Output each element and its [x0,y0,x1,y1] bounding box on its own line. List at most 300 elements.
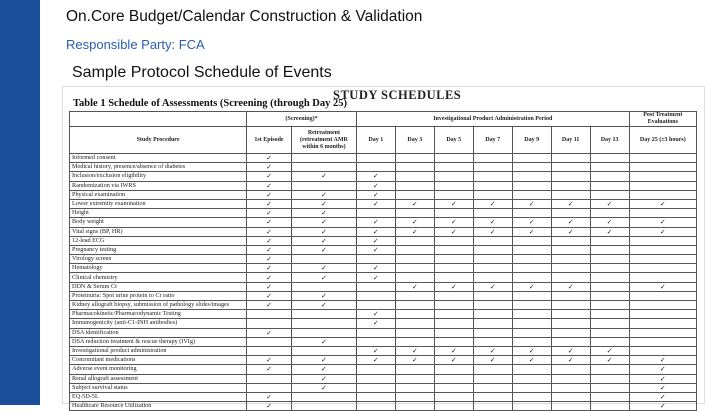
checkmark-cell [356,374,395,383]
checkmark-cell [395,190,434,199]
checkmark-cell: ✓ [247,291,292,300]
checkmark-cell [590,154,629,163]
checkmark-cell [590,190,629,199]
checkmark-cell [291,255,356,264]
checkmark-cell [395,301,434,310]
checkmark-cell: ✓ [356,356,395,365]
checkmark-cell [291,402,356,411]
table-row [70,291,697,300]
checkmark-cell [551,374,590,383]
checkmark-cell [629,346,696,355]
checkmark-cell [512,319,551,328]
procedure-cell: Inclusion/exclusion eligibility [70,172,247,181]
procedure-cell: Lower extremity examination [70,199,247,208]
checkmark-cell [473,374,512,383]
checkmark-cell [629,319,696,328]
checkmark-cell: ✓ [291,172,356,181]
procedure-cell: Proteinuria: Spot urine protein to Cr ratio [70,291,247,300]
checkmark-cell: ✓ [247,209,292,218]
column-header: Day 13 [590,127,629,154]
checkmark-cell [395,374,434,383]
procedure-cell: Clinical chemistry [70,273,247,282]
table-row [70,181,697,190]
checkmark-cell [473,337,512,346]
checkmark-cell [291,154,356,163]
checkmark-cell [434,402,473,411]
checkmark-cell [291,282,356,291]
checkmark-cell [395,255,434,264]
table-row [70,172,697,181]
checkmark-cell [590,383,629,392]
checkmark-cell [395,245,434,254]
checkmark-cell [551,383,590,392]
checkmark-cell: ✓ [247,227,292,236]
checkmark-cell [395,264,434,273]
checkmark-cell: ✓ [291,356,356,365]
checkmark-cell [395,154,434,163]
checkmark-cell: ✓ [551,282,590,291]
procedure-cell: Adverse event monitoring [70,365,247,374]
checkmark-cell: ✓ [395,346,434,355]
checkmark-cell [590,209,629,218]
checkmark-cell [473,255,512,264]
checkmark-cell: ✓ [473,356,512,365]
table-row [70,374,697,383]
procedure-cell: Randomization via IWRS [70,181,247,190]
checkmark-cell: ✓ [247,218,292,227]
checkmark-cell [629,190,696,199]
procedure-cell: Informed consent [70,154,247,163]
checkmark-cell [551,181,590,190]
admin-period-group-header: Investigational Product Administration Period [356,112,629,127]
checkmark-cell [473,264,512,273]
checkmark-cell: ✓ [291,209,356,218]
checkmark-cell [512,383,551,392]
checkmark-cell [629,273,696,282]
checkmark-cell [356,291,395,300]
checkmark-cell [512,190,551,199]
checkmark-cell [395,209,434,218]
checkmark-cell [356,402,395,411]
checkmark-cell: ✓ [629,282,696,291]
column-header: Day 9 [512,127,551,154]
table-row [70,190,697,199]
checkmark-cell: ✓ [590,346,629,355]
column-header: Day 5 [434,127,473,154]
checkmark-cell [473,190,512,199]
checkmark-cell [395,172,434,181]
checkmark-cell [629,264,696,273]
checkmark-cell: ✓ [629,227,696,236]
procedure-cell: Vital signs (BP, HR) [70,227,247,236]
checkmark-cell [247,337,292,346]
checkmark-cell [473,181,512,190]
procedure-cell: DSA reduction treatment & rescue therapy (IVIg) [70,337,247,346]
checkmark-cell [512,163,551,172]
checkmark-cell: ✓ [247,199,292,208]
checkmark-cell: ✓ [512,356,551,365]
checkmark-cell [395,402,434,411]
column-header: Day 11 [551,127,590,154]
checkmark-cell: ✓ [551,199,590,208]
procedure-cell: Renal allograft assessment [70,374,247,383]
checkmark-cell [629,255,696,264]
checkmark-cell [356,392,395,401]
checkmark-cell [291,310,356,319]
checkmark-cell [590,328,629,337]
procedure-cell: Medical history, presence/absence of diabetes [70,163,247,172]
checkmark-cell: ✓ [629,218,696,227]
checkmark-cell [434,245,473,254]
checkmark-cell: ✓ [395,227,434,236]
checkmark-cell [473,310,512,319]
checkmark-cell: ✓ [434,199,473,208]
checkmark-cell: ✓ [356,264,395,273]
table-row [70,163,697,172]
checkmark-cell: ✓ [590,218,629,227]
checkmark-cell: ✓ [356,199,395,208]
checkmark-cell [434,255,473,264]
checkmark-cell: ✓ [247,163,292,172]
checkmark-cell [291,328,356,337]
checkmark-cell: ✓ [473,218,512,227]
checkmark-cell [473,291,512,300]
procedure-cell: Hematology [70,264,247,273]
checkmark-cell [434,236,473,245]
checkmark-cell: ✓ [247,392,292,401]
checkmark-cell: ✓ [291,301,356,310]
checkmark-cell [551,255,590,264]
checkmark-cell [356,163,395,172]
checkmark-cell: ✓ [512,199,551,208]
checkmark-cell [512,291,551,300]
checkmark-cell [356,154,395,163]
table-row [70,282,697,291]
checkmark-cell [473,365,512,374]
checkmark-cell: ✓ [551,218,590,227]
checkmark-cell: ✓ [629,374,696,383]
checkmark-cell: ✓ [395,282,434,291]
checkmark-cell [395,181,434,190]
checkmark-cell [395,310,434,319]
checkmark-cell: ✓ [291,264,356,273]
procedure-cell: EQ-5D-5L [70,392,247,401]
checkmark-cell [434,181,473,190]
checkmark-cell: ✓ [356,190,395,199]
table-row [70,337,697,346]
checkmark-cell [434,209,473,218]
procedure-cell: Healthcare Resource Utilization [70,402,247,411]
checkmark-cell [247,374,292,383]
checkmark-cell: ✓ [356,310,395,319]
procedure-cell: Pharmacokinetic/Pharmacodynamic Testing [70,310,247,319]
checkmark-cell: ✓ [291,337,356,346]
checkmark-cell [247,310,292,319]
column-header: Day 3 [395,127,434,154]
checkmark-cell [512,209,551,218]
checkmark-cell: ✓ [629,392,696,401]
table-row [70,255,697,264]
left-accent-bar [0,0,40,405]
checkmark-cell [512,328,551,337]
checkmark-cell: ✓ [247,328,292,337]
table-row [70,310,697,319]
table-row [70,273,697,282]
checkmark-cell [434,392,473,401]
checkmark-cell: ✓ [434,356,473,365]
checkmark-cell [551,310,590,319]
procedure-cell: Virology screen [70,255,247,264]
checkmark-cell [551,172,590,181]
section-heading: Sample Protocol Schedule of Events [72,64,332,81]
checkmark-cell [434,172,473,181]
checkmark-cell [551,190,590,199]
checkmark-cell [434,374,473,383]
checkmark-cell [629,328,696,337]
checkmark-cell [629,181,696,190]
checkmark-cell [356,255,395,264]
checkmark-cell [512,255,551,264]
checkmark-cell [590,236,629,245]
checkmark-cell [356,337,395,346]
checkmark-cell: ✓ [291,236,356,245]
checkmark-cell [590,392,629,401]
checkmark-cell [395,365,434,374]
checkmark-cell [434,190,473,199]
checkmark-cell: ✓ [551,356,590,365]
procedure-cell: Body weight [70,218,247,227]
checkmark-cell [551,337,590,346]
checkmark-cell [512,181,551,190]
procedure-cell: Physical examination [70,190,247,199]
checkmark-cell [590,402,629,411]
checkmark-cell: ✓ [590,199,629,208]
screening-group-header: (Screening)* [247,112,357,127]
column-header: 1st Episode [247,127,292,154]
checkmark-cell: ✓ [247,190,292,199]
checkmark-cell [512,172,551,181]
checkmark-cell [512,402,551,411]
procedure-cell: Investigational product administration [70,346,247,355]
checkmark-cell [590,319,629,328]
checkmark-cell [434,163,473,172]
table-row [70,328,697,337]
checkmark-cell: ✓ [551,227,590,236]
column-header: Day 1 [356,127,395,154]
checkmark-cell [473,245,512,254]
checkmark-cell [551,209,590,218]
column-header: Day 7 [473,127,512,154]
checkmark-cell: ✓ [291,190,356,199]
checkmark-cell: ✓ [395,356,434,365]
checkmark-cell: ✓ [590,356,629,365]
checkmark-cell: ✓ [395,218,434,227]
checkmark-cell [629,291,696,300]
checkmark-cell [629,310,696,319]
checkmark-cell [247,383,292,392]
checkmark-cell [473,319,512,328]
checkmark-cell: ✓ [247,172,292,181]
table-caption: Table 1 Schedule of Assessments (Screening (through Day 25) [73,98,347,109]
checkmark-cell [551,319,590,328]
checkmark-cell [512,245,551,254]
checkmark-cell [590,337,629,346]
checkmark-cell: ✓ [247,181,292,190]
table-row [70,392,697,401]
checkmark-cell [434,337,473,346]
procedure-cell: DDN & Serum Cr [70,282,247,291]
checkmark-cell [590,172,629,181]
checkmark-cell [590,374,629,383]
checkmark-cell [551,402,590,411]
table-row [70,236,697,245]
checkmark-cell [473,328,512,337]
checkmark-cell [512,310,551,319]
procedure-cell: Concomitant medications [70,356,247,365]
procedure-cell: Immunogenicity (anti-C1-INH antibodies) [70,319,247,328]
checkmark-cell [473,383,512,392]
checkmark-cell [551,273,590,282]
checkmark-cell: ✓ [473,346,512,355]
procedure-cell: Kidney allograft biopsy, submission of pathology slides/images [70,301,247,310]
table-row [70,209,697,218]
checkmark-cell [291,346,356,355]
checkmark-cell [473,154,512,163]
checkmark-cell [629,245,696,254]
checkmark-cell [590,181,629,190]
checkmark-cell: ✓ [434,282,473,291]
procedure-cell: 12-lead ECG [70,236,247,245]
checkmark-cell [291,392,356,401]
checkmark-cell [551,301,590,310]
checkmark-cell [473,301,512,310]
checkmark-cell [473,392,512,401]
checkmark-cell: ✓ [291,291,356,300]
checkmark-cell: ✓ [512,346,551,355]
checkmark-cell: ✓ [473,227,512,236]
group-header-row [70,112,697,127]
checkmark-cell: ✓ [473,282,512,291]
checkmark-cell [629,163,696,172]
checkmark-cell: ✓ [629,199,696,208]
checkmark-cell: ✓ [247,236,292,245]
checkmark-cell [629,172,696,181]
checkmark-cell [512,154,551,163]
checkmark-cell: ✓ [629,383,696,392]
checkmark-cell [551,328,590,337]
checkmark-cell: ✓ [291,383,356,392]
checkmark-cell [551,245,590,254]
checkmark-cell [551,154,590,163]
blank-header [70,112,247,127]
checkmark-cell [629,154,696,163]
checkmark-cell [590,163,629,172]
checkmark-cell [590,365,629,374]
checkmark-cell: ✓ [512,227,551,236]
checkmark-cell [551,264,590,273]
checkmark-cell [356,301,395,310]
checkmark-cell: ✓ [434,218,473,227]
checkmark-cell [247,319,292,328]
table-row [70,245,697,254]
checkmark-cell: ✓ [356,245,395,254]
checkmark-cell [434,154,473,163]
checkmark-cell [247,346,292,355]
checkmark-cell: ✓ [356,319,395,328]
table-row [70,227,697,236]
checkmark-cell [629,236,696,245]
checkmark-cell [356,365,395,374]
checkmark-cell [551,291,590,300]
checkmark-cell [473,209,512,218]
checkmark-cell [512,374,551,383]
checkmark-cell [590,273,629,282]
checkmark-cell [395,163,434,172]
checkmark-cell: ✓ [356,181,395,190]
table-row [70,264,697,273]
checkmark-cell [395,383,434,392]
checkmark-cell [356,383,395,392]
checkmark-cell: ✓ [247,356,292,365]
checkmark-cell: ✓ [395,199,434,208]
checkmark-cell: ✓ [247,301,292,310]
checkmark-cell: ✓ [356,273,395,282]
checkmark-cell: ✓ [247,264,292,273]
checkmark-cell [434,301,473,310]
checkmark-cell [395,273,434,282]
checkmark-cell: ✓ [473,199,512,208]
protocol-document-image [62,86,705,411]
checkmark-cell: ✓ [291,245,356,254]
checkmark-cell [473,163,512,172]
checkmark-cell: ✓ [512,282,551,291]
checkmark-cell [590,264,629,273]
responsible-party: Responsible Party: FCA [66,37,205,52]
table-row [70,199,697,208]
checkmark-cell: ✓ [629,365,696,374]
checkmark-cell [512,264,551,273]
checkmark-cell [512,337,551,346]
checkmark-cell [551,365,590,374]
table-row [70,346,697,355]
checkmark-cell: ✓ [291,273,356,282]
checkmark-cell [395,319,434,328]
checkmark-cell [629,337,696,346]
checkmark-cell: ✓ [356,346,395,355]
checkmark-cell [434,365,473,374]
checkmark-cell [551,392,590,401]
table-row [70,356,697,365]
checkmark-cell: ✓ [247,402,292,411]
checkmark-cell [590,255,629,264]
column-header-row [70,127,697,154]
checkmark-cell: ✓ [551,346,590,355]
checkmark-cell: ✓ [247,245,292,254]
checkmark-cell: ✓ [247,154,292,163]
checkmark-cell: ✓ [434,227,473,236]
checkmark-cell [434,291,473,300]
checkmark-cell [395,291,434,300]
checkmark-cell: ✓ [356,236,395,245]
checkmark-cell: ✓ [247,273,292,282]
checkmark-cell [395,236,434,245]
checkmark-cell: ✓ [291,365,356,374]
table-row [70,383,697,392]
procedure-cell: DSA identification [70,328,247,337]
checkmark-cell [434,328,473,337]
procedure-cell: Subject survival status [70,383,247,392]
checkmark-cell [551,163,590,172]
